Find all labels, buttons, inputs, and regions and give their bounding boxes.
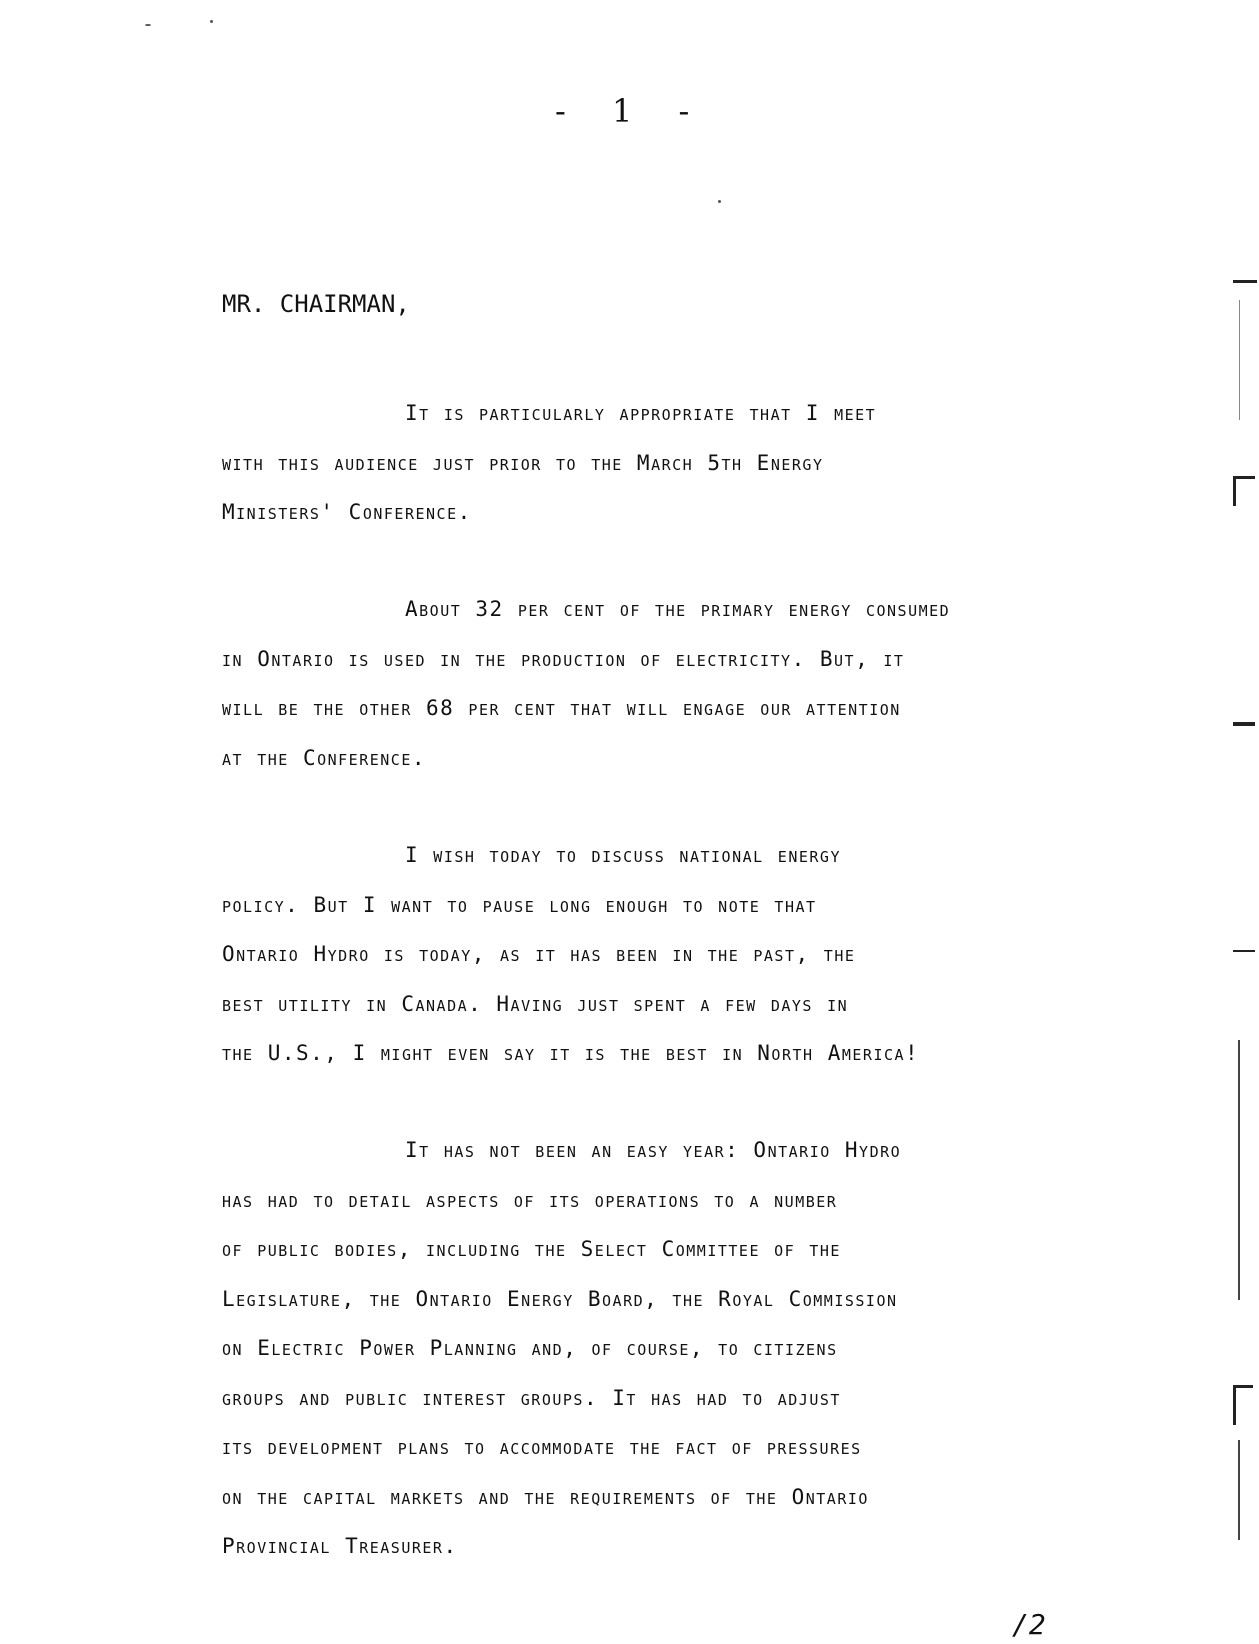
paragraph-line: at the Conference.: [222, 745, 427, 770]
scan-speck: [210, 20, 213, 23]
scan-edge-mark: [1233, 1385, 1236, 1425]
paragraph-line: It is particularly appropriate that I meet: [405, 401, 877, 425]
paragraph-line: Legislature, the Ontario Energy Board, the Royal Commission: [222, 1286, 898, 1311]
scan-edge-mark: [1233, 476, 1255, 479]
paragraph-line: has had to detail aspects of its operations to a number: [222, 1187, 838, 1212]
scan-edge-mark: [1233, 722, 1255, 726]
paragraph-line: Provincial Treasurer.: [222, 1534, 458, 1558]
paragraph-line: groups and public interest groups. It has had to adjust: [222, 1385, 841, 1410]
paragraph-1: [222, 389, 1142, 538]
scan-speck: [145, 24, 151, 26]
scan-edge-mark: [1233, 280, 1257, 283]
paragraph-line: in Ontario is used in the production of electricity. But, it: [222, 646, 905, 671]
scan-edge-mark: [1239, 300, 1240, 420]
paragraph-line: best utility in Canada. Having just spent a few days in: [222, 991, 849, 1016]
page-number: - 1 -: [555, 92, 708, 130]
paragraph-line: the U.S., I might even say it is the best in North America!: [222, 1041, 920, 1065]
scan-speck: [718, 200, 721, 203]
paragraph-line: Ministers' Conference.: [222, 500, 472, 524]
paragraph-line: on Electric Power Planning and, of course, to citizens: [222, 1336, 838, 1360]
scan-edge-mark: [1233, 950, 1255, 952]
salutation: MR. CHAIRMAN,: [222, 290, 410, 318]
scan-edge-mark: [1238, 1440, 1240, 1540]
paragraph-line: on the capital markets and the requirements of the Ontario: [222, 1484, 869, 1509]
paragraph-line: About 32 per cent of the primary energy consumed: [405, 597, 951, 621]
paragraph-line: with this audience just prior to the March 5th Energy: [222, 450, 824, 475]
paragraph-line: will be the other 68 per cent that will engage our attention: [222, 696, 901, 720]
paragraph-line: of public bodies, including the Select Committee of the: [222, 1237, 841, 1261]
paragraph-line: its development plans to accommodate the fact of pressures: [222, 1435, 862, 1459]
paragraph-4: [222, 1126, 1142, 1572]
paragraph-line: It has not been an easy year: Ontario Hydro: [405, 1138, 902, 1162]
scan-edge-mark: [1233, 1385, 1253, 1388]
paragraph-line: I wish today to discuss national energy: [405, 843, 841, 867]
scan-edge-mark: [1233, 476, 1236, 506]
continued-page-marker: /2: [1012, 1608, 1046, 1641]
paragraph-2: [222, 585, 1142, 783]
paragraph-line: policy. But I want to pause long enough to note that: [222, 892, 817, 917]
scan-edge-mark: [1238, 1040, 1240, 1300]
paragraph-3: [222, 831, 1142, 1079]
paragraph-line: Ontario Hydro is today, as it has been in the past, the: [222, 942, 856, 966]
